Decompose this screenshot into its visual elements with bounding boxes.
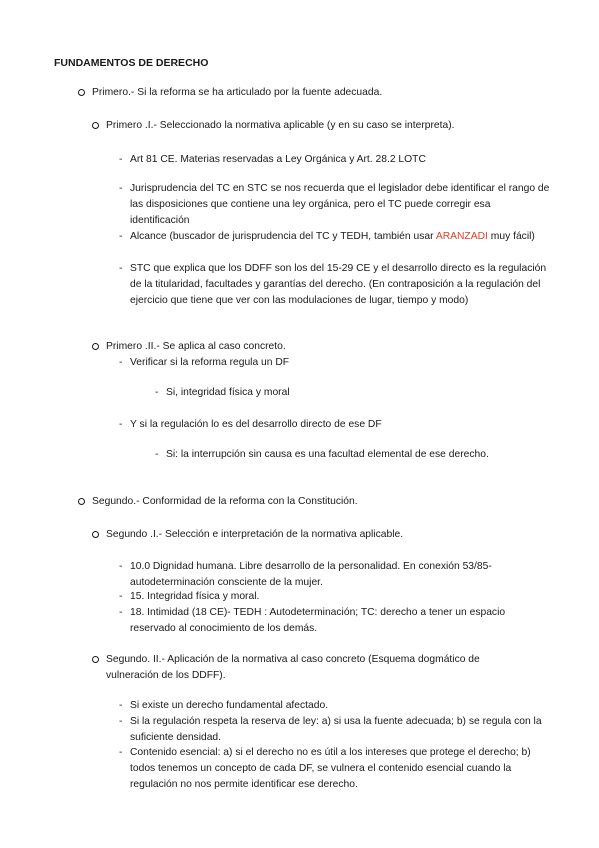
section-2-heading: Segundo.- Conformidad de la reforma con la Constitución. [92, 496, 358, 507]
list-item: Verificar si la reforma regula un DF [130, 357, 290, 368]
circle-bullet-icon [92, 343, 99, 350]
list-item-text: muy fácil) [487, 231, 535, 242]
list-item: Y si la regulación lo es del desarrollo directo de ese DF [130, 419, 382, 430]
list-item [130, 229, 550, 245]
section-1-heading: Primero.- Si la reforma se ha articulado por la fuente adecuada. [92, 87, 383, 98]
list-item: Si la regulación respeta la reserva de ley: a) si usa la fuente adecuada; b) se regula con la suficiente densidad. [130, 716, 542, 743]
dash-bullet: - [119, 561, 123, 572]
list-item: Art 81 CE. Materias reservadas a Ley Orgánica y Art. 28.2 LOTC [130, 154, 426, 165]
circle-bullet-icon [92, 656, 99, 663]
subsection-1-2-heading: Primero .II.- Se aplica al caso concreto. [106, 341, 286, 352]
dash-bullet: - [119, 716, 123, 727]
list-item: 15. Integridad física y moral. [130, 591, 260, 602]
list-item: Si, integridad física y moral [166, 387, 290, 398]
document-title: FUNDAMENTOS DE DERECHO [54, 57, 209, 69]
dash-bullet: - [119, 231, 123, 242]
dash-bullet: - [119, 263, 123, 274]
list-item: 10.0 Dignidad humana. Libre desarrollo de la personalidad. En conexión 53/85- autodeterminación consciente de la mujer. [130, 561, 492, 588]
list-item-text: Alcance (buscador de jurisprudencia del TC y TEDH, también usar [130, 231, 436, 242]
circle-bullet-icon [92, 531, 99, 538]
list-item: STC que explica que los DDFF son los del 15-29 CE y el desarrollo directo es la regulación de la titularidad, facultades y garantías del derecho. (En contraposición a la regulación del ejercicio que tiene que ver con las modulaciones de lugar, tiempo y modo) [130, 263, 547, 306]
dash-bullet: - [119, 357, 123, 368]
dash-bullet: - [119, 607, 123, 618]
subsection-2-1-heading: Segundo .I.- Selección e interpretación de la normativa aplicable. [106, 529, 404, 540]
list-item: Contenido esencial: a) si el derecho no es útil a los intereses que protege el derecho; b) todos tenemos un concepto de cada DF, se vulnera el contenido esencial cuando la regulación no nos permite identificar ese derecho. [130, 747, 531, 790]
circle-bullet-icon [92, 122, 99, 129]
dash-bullet: - [155, 449, 159, 460]
dash-bullet: - [155, 387, 159, 398]
dash-bullet: - [119, 183, 123, 194]
dash-bullet: - [119, 154, 123, 165]
list-item: Si: la interrupción sin causa es una facultad elemental de ese derecho. [166, 449, 489, 460]
list-item: Si existe un derecho fundamental afectado. [130, 700, 329, 711]
dash-bullet: - [119, 747, 123, 758]
highlighted-term: ARANZADI [435, 231, 488, 242]
subsection-1-1-heading: Primero .I.- Seleccionado la normativa aplicable (y en su caso se interpreta). [106, 120, 455, 131]
dash-bullet: - [119, 591, 123, 602]
circle-bullet-icon [78, 89, 85, 96]
list-item: Jurisprudencia del TC en STC se nos recuerda que el legislador debe identificar el rango de las disposiciones que contiene una ley orgánica, pero el TC puede corregir esa identificación [130, 183, 550, 226]
list-item: 18. Intimidad (18 CE)- TEDH : Autodeterminación; TC: derecho a tener un espacio reservado al conocimiento de los demás. [130, 607, 506, 634]
dash-bullet: - [119, 419, 123, 430]
dash-bullet: - [119, 700, 123, 711]
subsection-2-2-heading: Segundo. II.- Aplicación de la normativa al caso concreto (Esquema dogmático de vulneración de los DDFF). [106, 654, 480, 681]
circle-bullet-icon [78, 498, 85, 505]
